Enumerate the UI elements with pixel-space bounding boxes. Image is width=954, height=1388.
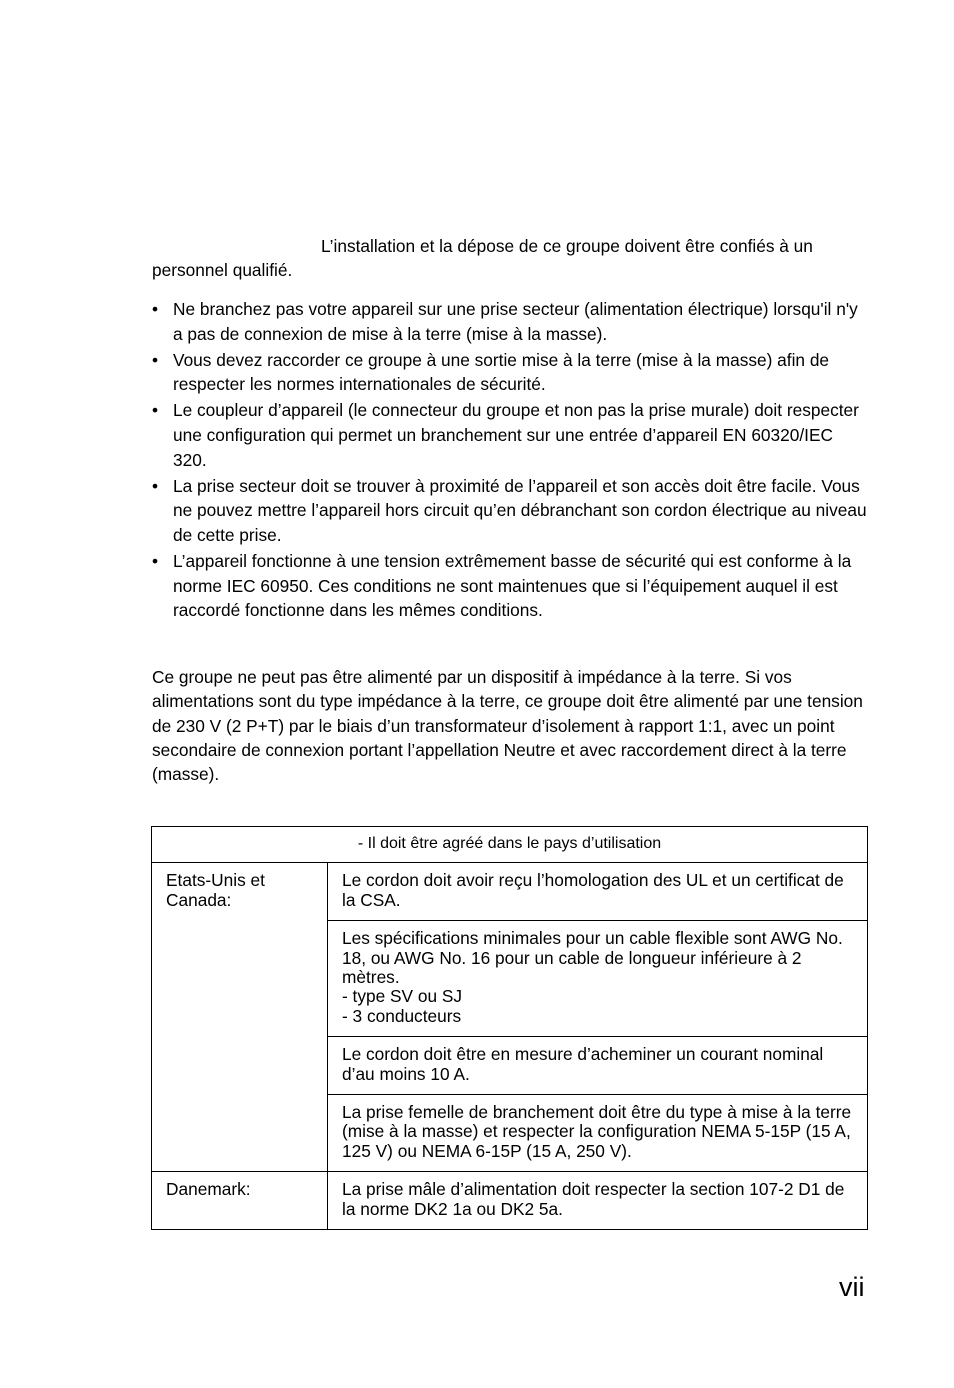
list-item (152, 474, 868, 548)
bullet-symbol: • (152, 299, 159, 319)
list-item (152, 297, 868, 346)
table-header-row (152, 827, 868, 863)
table-row (152, 863, 868, 921)
safety-bullet-list (152, 297, 868, 624)
requirement-cell: La prise mâle d’alimentation doit respecter la section 107-2 D1 de la norme DK2 1a ou DK2 5a. (328, 1172, 868, 1230)
bullet-symbol: • (152, 349, 159, 370)
requirement-cell: La prise femelle de branchement doit être du type à mise à la terre (mise à la masse) et respecter la configuration NEMA 5-15P (15 A, 125 V) ou NEMA 6-15P (15 A, 250 V). (328, 1095, 868, 1172)
list-item (152, 348, 868, 397)
requirement-cell: Le cordon doit avoir reçu l’homologation des UL et un certificat de la CSA. (328, 863, 868, 921)
power-cord-table (151, 826, 868, 1230)
list-item (152, 398, 868, 472)
table-row (152, 1172, 868, 1230)
table-header: - Il doit être agréé dans le pays d’utilisation (152, 827, 868, 863)
bullet-symbol: • (152, 400, 159, 421)
list-item (152, 549, 868, 623)
bullet-text: Vous devez raccorder ce groupe à une sortie mise à la terre (mise à la masse) afin de respecter les normes internationales de sécurité. (173, 349, 830, 395)
bullet-text: L’appareil fonctionne à une tension extrêmement basse de sécurité qui est conforme à la norme IEC 60950. Ces conditions ne sont maintenues que si l’équipement auquel il est raccordé fonctionne dans les mêmes conditions. (173, 550, 852, 621)
intro-paragraph: L’installation et la dépose de ce groupe doivent être confiés à un personnel qualifié. (152, 236, 813, 281)
bullet-text: Ne branchez pas votre appareil sur une prise secteur (alimentation électrique) lorsqu'il n'y a pas de connexion de mise à la terre (mise à la masse). (173, 299, 858, 344)
impedance-paragraph: Ce groupe ne peut pas être alimenté par un dispositif à impédance à la terre. Si vos alimentations sont du type impédance à la terre, ce groupe doit être alimenté par une tension de 230 V (2 P+T) par le biais d’un transformateur d’isolement à rapport 1:1, avec un point secondaire de connexion portant l’appellation Neutre et avec raccordement direct à la terre (masse). (152, 667, 863, 785)
requirement-cell: Les spécifications minimales pour un cable flexible sont AWG No. 18, ou AWG No. 16 pour un cable de longueur inférieure à 2 mètres. - type SV ou SJ - 3 conducteurs (328, 921, 868, 1037)
bullet-symbol: • (152, 550, 159, 571)
bullet-text: Le coupleur d’appareil (le connecteur du groupe et non pas la prise murale) doit respecter une configuration qui permet un branchement sur une entrée d’appareil EN 60320/IEC 320. (173, 400, 859, 470)
requirement-cell: Le cordon doit être en mesure d’acheminer un courant nominal d’au moins 10 A. (328, 1037, 868, 1095)
bullet-symbol: • (152, 475, 159, 496)
page-number: vii (839, 1272, 865, 1302)
bullet-text: La prise secteur doit se trouver à proximité de l’appareil et son accès doit être facile. Vous ne pouvez mettre l’appareil hors circuit qu’en débranchant son cordon électrique au niveau de cette prise. (173, 475, 867, 545)
country-cell-usa-canada: Etats-Unis et Canada: (152, 863, 328, 1172)
country-cell-denmark: Danemark: (152, 1172, 328, 1230)
